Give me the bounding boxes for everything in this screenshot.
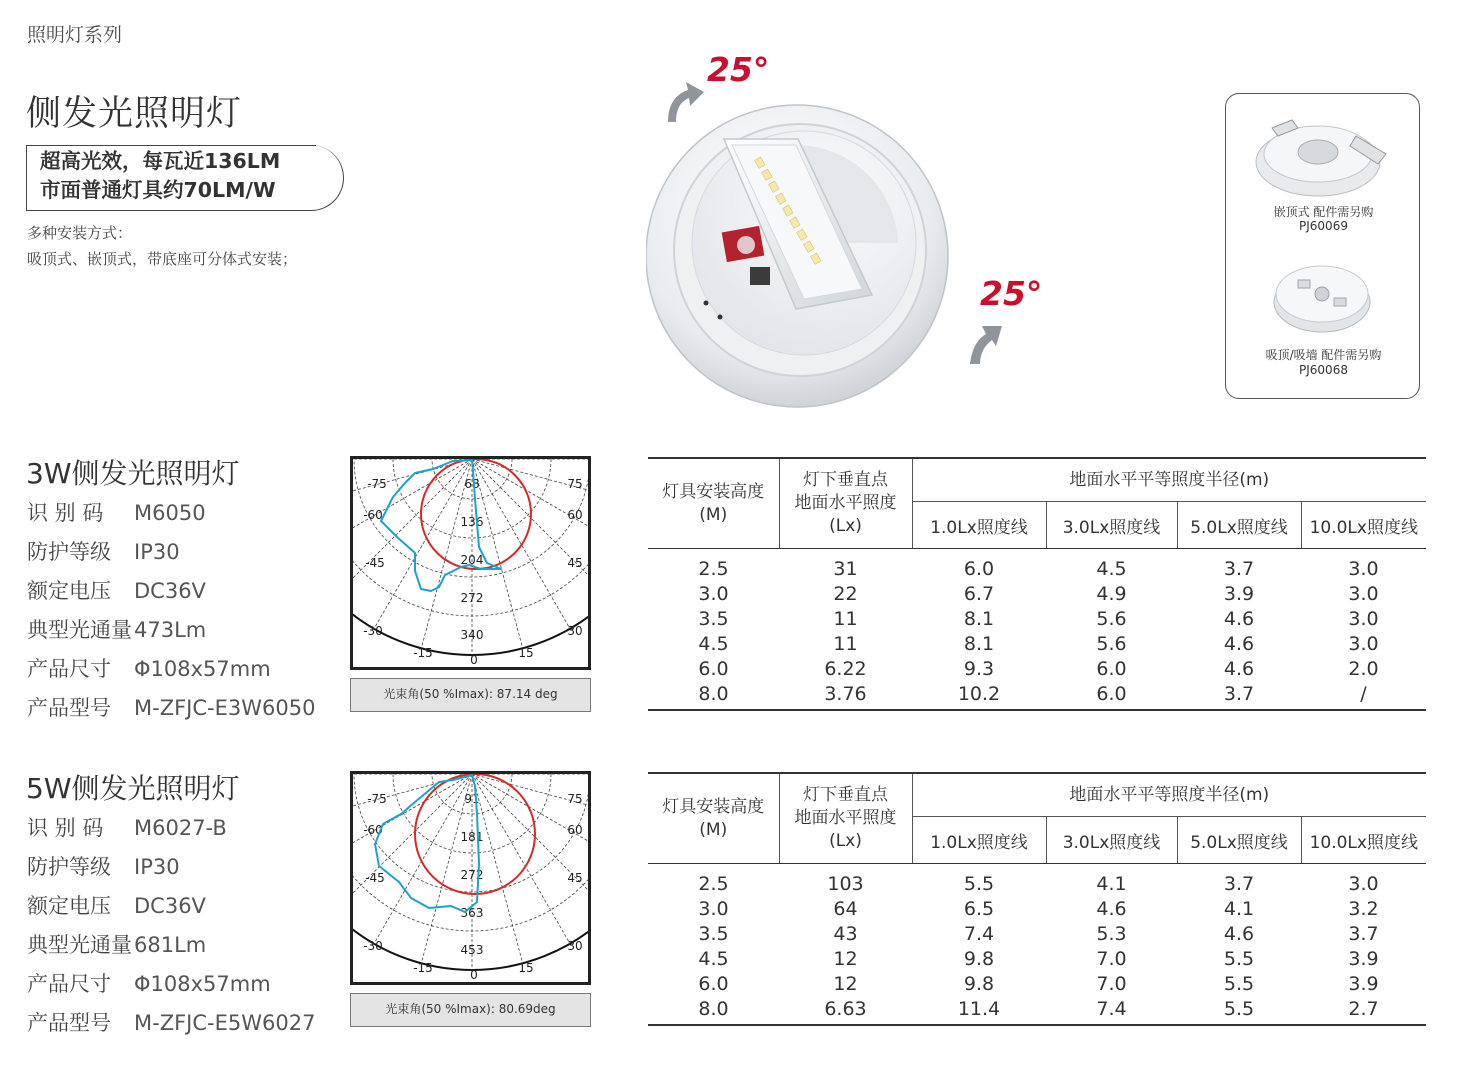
table-cell: 5.5 xyxy=(1223,948,1255,970)
col-header-3lx: 3.0Lx照度线 xyxy=(1046,817,1177,864)
angle-label: -60 xyxy=(363,823,383,837)
angle-label: -75 xyxy=(367,477,387,491)
angle-label: 15 xyxy=(518,961,534,975)
protection-value: IP30 xyxy=(134,540,180,564)
table-row xyxy=(648,632,1426,657)
protection-label: 防护等级 xyxy=(27,540,111,564)
efficiency-badge xyxy=(26,145,344,211)
ring-value-label: 272 xyxy=(460,868,484,882)
table-cell: 3.9 xyxy=(1348,973,1379,995)
table-cell: 12 xyxy=(833,948,858,970)
ring-value-label: 340 xyxy=(460,628,484,642)
ring-value-label: 204 xyxy=(460,553,484,567)
page-title: 侧发光照明灯 xyxy=(26,94,243,134)
table-cell: 4.6 xyxy=(1223,608,1255,630)
table-cell: 6.0 xyxy=(698,658,729,680)
badge-line-2: 市面普通灯具约70LM/W xyxy=(40,178,276,202)
install-label: 多种安装方式： xyxy=(27,224,133,242)
model-value: M-ZFJC-E5W6027 xyxy=(134,1011,316,1035)
table-row xyxy=(648,549,1426,583)
table-cell: 43 xyxy=(833,923,858,945)
table-row xyxy=(648,972,1426,997)
flux-value: 681Lm xyxy=(134,933,207,957)
voltage-value: DC36V xyxy=(134,579,206,603)
table-cell: 7.4 xyxy=(963,923,995,945)
angle-label: -60 xyxy=(363,508,383,522)
table-cell: 31 xyxy=(833,558,858,580)
angle-label: 30 xyxy=(567,939,583,953)
category-label: 照明灯系列 xyxy=(27,24,123,46)
angle-label: 60 xyxy=(567,508,583,522)
table-cell: 3.5 xyxy=(698,608,729,630)
product-2-protection-row xyxy=(27,851,180,881)
angle-label: 45 xyxy=(567,871,583,885)
table-cell: 9.8 xyxy=(963,973,995,995)
angle-label: 45 xyxy=(567,556,583,570)
id-code-value: M6027-B xyxy=(134,816,227,840)
angle-label: -45 xyxy=(365,871,385,885)
table-cell: 6.0 xyxy=(1096,683,1127,705)
angle-label: 0 xyxy=(470,968,478,982)
table-cell: 4.6 xyxy=(1223,633,1255,655)
table-cell: 6.7 xyxy=(963,583,995,605)
table-cell: 3.76 xyxy=(824,683,867,705)
product-1-size-row xyxy=(27,653,271,683)
lamp-product-image xyxy=(646,103,954,411)
table-cell: 5.5 xyxy=(1223,973,1255,995)
col-header-illuminance: 灯下垂直点 地面水平照度 (Lx) xyxy=(779,458,912,549)
table-cell: 6.0 xyxy=(698,973,729,995)
table-row xyxy=(648,657,1426,682)
angle-label: 15 xyxy=(518,646,534,660)
flux-value: 473Lm xyxy=(134,618,207,642)
product-1-title: 3W侧发光照明灯 xyxy=(26,457,240,490)
product-2-title: 5W侧发光照明灯 xyxy=(26,772,240,805)
table-cell: 8.1 xyxy=(963,608,995,630)
product-1-polar-diagram xyxy=(350,456,591,670)
product-1-illuminance-table xyxy=(648,457,1426,711)
table-cell: 3.7 xyxy=(1223,558,1255,580)
table-cell: 8.1 xyxy=(963,633,995,655)
angle-label: -45 xyxy=(365,556,385,570)
rotate-arrow-bottom-icon xyxy=(966,316,1006,372)
polar-spoke xyxy=(472,774,570,944)
table-row xyxy=(648,607,1426,632)
product-2-model-row xyxy=(27,1007,315,1037)
angle-label: 75 xyxy=(567,792,583,806)
table-cell: 3.5 xyxy=(698,923,729,945)
ring-value-label: 68 xyxy=(464,477,480,491)
surface-base-image xyxy=(1270,254,1374,342)
table-cell: 3.0 xyxy=(1348,608,1379,630)
table-cell: 3.0 xyxy=(1348,633,1379,655)
table-cell: 4.9 xyxy=(1096,583,1127,605)
product-1-protection-row xyxy=(27,536,180,566)
accessories-panel xyxy=(1225,93,1420,399)
table-cell: 103 xyxy=(827,873,864,895)
table-cell: 8.0 xyxy=(698,683,729,705)
angle-label-bottom: 25° xyxy=(980,274,1043,313)
table-row xyxy=(648,864,1426,898)
product-1-flux-row xyxy=(27,614,206,644)
product-1-voltage-row xyxy=(27,575,206,605)
ring-value-label: 453 xyxy=(460,943,484,957)
table-cell: 10.2 xyxy=(957,683,1001,705)
angle-label-top: 25° xyxy=(707,50,770,89)
table-cell: 5.6 xyxy=(1096,608,1127,630)
table-cell: 7.4 xyxy=(1096,998,1127,1020)
table-cell: 3.2 xyxy=(1348,898,1379,920)
table-cell: 22 xyxy=(833,583,858,605)
product-2-id-row xyxy=(27,812,227,842)
table-row xyxy=(648,947,1426,972)
table-cell: 6.5 xyxy=(963,898,995,920)
table-cell: 6.0 xyxy=(1096,658,1127,680)
table-cell: 64 xyxy=(833,898,858,920)
ring-value-label: 91 xyxy=(464,792,480,806)
model-label: 产品型号 xyxy=(27,696,111,720)
accessory-1-code: PJ60069 xyxy=(1299,219,1348,233)
id-code-label: 识 别 码 xyxy=(27,816,104,840)
angle-label: -15 xyxy=(413,646,433,660)
col-header-10lx: 10.0Lx照度线 xyxy=(1301,817,1426,864)
product-2-illuminance-table xyxy=(648,772,1426,1026)
table-cell: 5.5 xyxy=(963,873,995,895)
protection-label: 防护等级 xyxy=(27,855,111,879)
col-header-1lx: 1.0Lx照度线 xyxy=(912,502,1046,549)
ring-value-label: 363 xyxy=(460,906,484,920)
table-cell: 8.0 xyxy=(698,998,729,1020)
table-cell: 2.0 xyxy=(1348,658,1379,680)
badge-line-1: 超高光效，每瓦近136LM xyxy=(40,149,281,173)
size-value: Φ108x57mm xyxy=(134,657,271,681)
angle-label: 0 xyxy=(470,653,478,667)
product-2-flux-row xyxy=(27,929,206,959)
recessed-bracket-image xyxy=(1252,106,1392,206)
product-2-voltage-row xyxy=(27,890,206,920)
accessory-1-caption: 嵌顶式 配件需另购 xyxy=(1273,205,1374,219)
product-2-beam-angle: 光束角(50 %Imax): 80.69deg xyxy=(350,993,591,1027)
accessory-2-caption: 吸顶/吸墙 配件需另购 xyxy=(1265,348,1382,362)
id-code-label: 识 别 码 xyxy=(27,501,104,525)
polar-spoke xyxy=(374,774,472,944)
table-cell: 7.0 xyxy=(1096,948,1127,970)
angle-label: -30 xyxy=(363,624,383,638)
angle-label: -30 xyxy=(363,939,383,953)
col-header-10lx: 10.0Lx照度线 xyxy=(1301,502,1426,549)
accessory-2-code: PJ60068 xyxy=(1299,363,1348,377)
table-cell: 3.0 xyxy=(1348,558,1379,580)
angle-label: -75 xyxy=(367,792,387,806)
angle-label: 30 xyxy=(567,624,583,638)
install-methods: 吸顶式、嵌顶式，带底座可分体式安装； xyxy=(27,250,298,268)
table-row xyxy=(648,582,1426,607)
product-1-beam-angle: 光束角(50 %Imax): 87.14 deg xyxy=(350,678,591,712)
product-2-size-row xyxy=(27,968,271,998)
ring-value-label: 272 xyxy=(460,591,484,605)
table-cell: 3.7 xyxy=(1223,683,1255,705)
size-value: Φ108x57mm xyxy=(134,972,271,996)
table-cell: 3.9 xyxy=(1348,948,1379,970)
table-row xyxy=(648,997,1426,1025)
table-cell: 3.0 xyxy=(1348,873,1379,895)
table-row xyxy=(648,922,1426,947)
table-cell: 9.3 xyxy=(963,658,995,680)
size-label: 产品尺寸 xyxy=(27,657,111,681)
id-code-value: M6050 xyxy=(134,501,206,525)
table-cell: 7.0 xyxy=(1096,973,1127,995)
table-cell: 5.6 xyxy=(1096,633,1127,655)
flux-label: 典型光通量 xyxy=(27,933,132,957)
col-header-5lx: 5.0Lx照度线 xyxy=(1177,817,1301,864)
col-header-radius: 地面水平平等照度半径(m) xyxy=(912,773,1426,817)
table-cell: 12 xyxy=(833,973,858,995)
table-cell: 9.8 xyxy=(963,948,995,970)
product-1-id-row xyxy=(27,497,206,527)
table-cell: 5.5 xyxy=(1223,998,1255,1020)
model-label: 产品型号 xyxy=(27,1011,111,1035)
table-cell: 6.63 xyxy=(824,998,867,1020)
table-cell: 11.4 xyxy=(957,998,1001,1020)
table-cell: 6.0 xyxy=(963,558,995,580)
table-cell: 11 xyxy=(833,608,858,630)
product-1-model-row xyxy=(27,692,315,722)
voltage-value: DC36V xyxy=(134,894,206,918)
col-header-height: 灯具安装高度 (M) xyxy=(648,458,779,549)
col-header-3lx: 3.0Lx照度线 xyxy=(1046,502,1177,549)
table-cell: 5.3 xyxy=(1096,923,1127,945)
table-cell: 3.7 xyxy=(1348,923,1379,945)
voltage-label: 额定电压 xyxy=(27,579,111,603)
table-cell: 4.1 xyxy=(1096,873,1127,895)
table-cell: / xyxy=(1360,683,1367,705)
angle-label: -15 xyxy=(413,961,433,975)
model-value: M-ZFJC-E3W6050 xyxy=(134,696,316,720)
table-cell: 2.5 xyxy=(698,558,729,580)
angle-label: 75 xyxy=(567,477,583,491)
protection-value: IP30 xyxy=(134,855,180,879)
table-cell: 4.6 xyxy=(1096,898,1127,920)
col-header-height: 灯具安装高度 (M) xyxy=(648,773,779,864)
angle-label: 60 xyxy=(567,823,583,837)
voltage-label: 额定电压 xyxy=(27,894,111,918)
table-cell: 4.5 xyxy=(698,633,729,655)
table-cell: 3.0 xyxy=(698,898,729,920)
polar-spoke xyxy=(374,459,472,629)
ring-value-label: 181 xyxy=(460,830,484,844)
col-header-radius: 地面水平平等照度半径(m) xyxy=(912,458,1426,502)
ring-value-label: 136 xyxy=(460,515,484,529)
flux-label: 典型光通量 xyxy=(27,618,132,642)
col-header-1lx: 1.0Lx照度线 xyxy=(912,817,1046,864)
table-cell: 3.9 xyxy=(1223,583,1255,605)
table-cell: 4.5 xyxy=(698,948,729,970)
table-cell: 11 xyxy=(833,633,858,655)
col-header-5lx: 5.0Lx照度线 xyxy=(1177,502,1301,549)
table-cell: 4.6 xyxy=(1223,658,1255,680)
table-cell: 3.0 xyxy=(1348,583,1379,605)
table-cell: 2.5 xyxy=(698,873,729,895)
table-cell: 4.5 xyxy=(1096,558,1127,580)
table-cell: 4.1 xyxy=(1223,898,1255,920)
table-cell: 2.7 xyxy=(1348,998,1379,1020)
size-label: 产品尺寸 xyxy=(27,972,111,996)
table-cell: 3.7 xyxy=(1223,873,1255,895)
table-cell: 3.0 xyxy=(698,583,729,605)
table-cell: 6.22 xyxy=(824,658,867,680)
table-row xyxy=(648,897,1426,922)
col-header-illuminance: 灯下垂直点 地面水平照度 (Lx) xyxy=(779,773,912,864)
product-2-polar-diagram xyxy=(350,771,591,985)
table-cell: 4.6 xyxy=(1223,923,1255,945)
table-row xyxy=(648,682,1426,710)
